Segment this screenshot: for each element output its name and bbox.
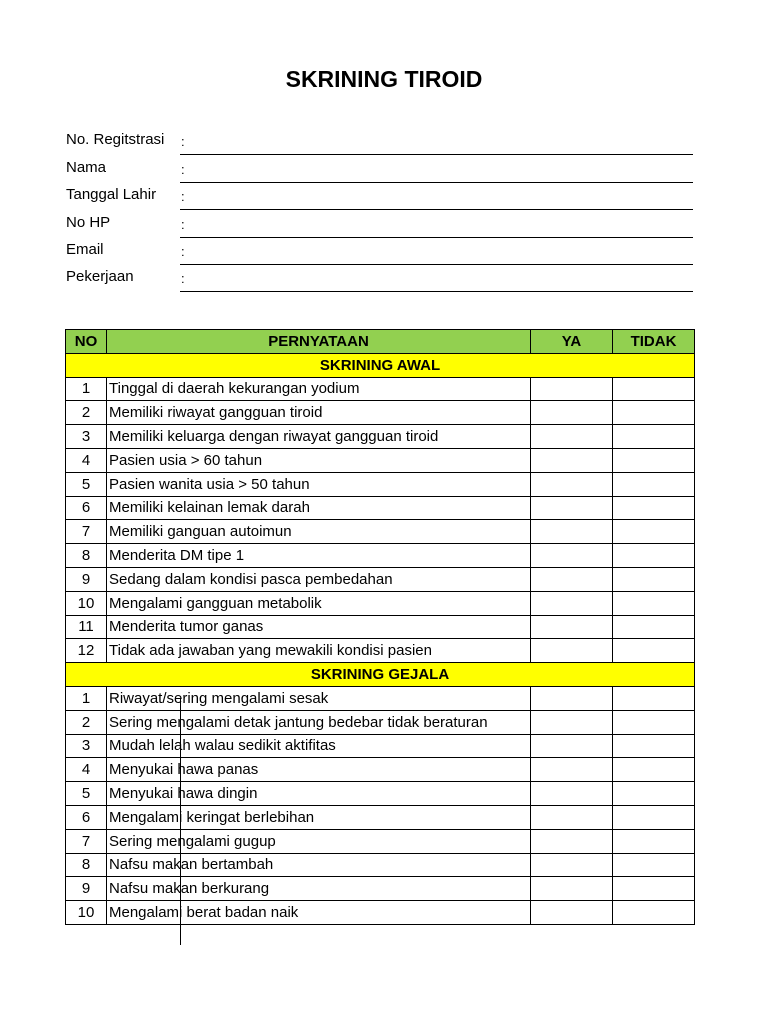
table-row [66, 877, 695, 901]
table-row [66, 686, 695, 710]
no-answer-cell[interactable] [613, 877, 695, 901]
yes-cell[interactable] [531, 734, 613, 758]
no-answer-cell[interactable] [613, 853, 695, 877]
table-row [66, 782, 695, 806]
yes-cell[interactable] [531, 829, 613, 853]
no-answer-cell[interactable] [613, 472, 695, 496]
section-title: SKRINING GEJALA [66, 663, 695, 687]
table-row [66, 401, 695, 425]
row-statement: Nafsu makan berkurang [107, 877, 531, 901]
header-yes: YA [531, 330, 613, 354]
yes-cell[interactable] [531, 401, 613, 425]
table-row [66, 758, 695, 782]
no-answer-cell[interactable] [613, 544, 695, 568]
form-row [66, 265, 693, 292]
page-title: SKRINING TIROID [285, 66, 483, 92]
form-row [66, 210, 693, 237]
table-header-row [66, 330, 695, 354]
row-number: 4 [66, 758, 107, 782]
form-label: Tanggal Lahir [66, 186, 157, 204]
yes-cell[interactable] [531, 520, 613, 544]
table-row [66, 591, 695, 615]
yes-cell[interactable] [531, 544, 613, 568]
form-row [66, 155, 693, 182]
yes-cell[interactable] [531, 805, 613, 829]
yes-cell[interactable] [531, 686, 613, 710]
row-number: 8 [66, 544, 107, 568]
no-answer-cell[interactable] [613, 758, 695, 782]
no-answer-cell[interactable] [613, 734, 695, 758]
table-row [66, 520, 695, 544]
no-answer-cell[interactable] [613, 591, 695, 615]
table-row [66, 377, 695, 401]
row-statement: Mengalami keringat berlebihan [107, 805, 531, 829]
table-row [66, 496, 695, 520]
yes-cell[interactable] [531, 448, 613, 472]
row-number: 4 [66, 448, 107, 472]
yes-cell[interactable] [531, 591, 613, 615]
form-colon: : [181, 189, 185, 205]
table-row [66, 567, 695, 591]
table-row [66, 472, 695, 496]
table-row [66, 639, 695, 663]
section-title: SKRINING AWAL [66, 353, 695, 377]
row-statement: Pasien wanita usia > 50 tahun [107, 472, 531, 496]
header-statement: PERNYATAAN [107, 330, 531, 354]
row-number: 2 [66, 710, 107, 734]
row-statement: Memiliki keluarga dengan riwayat gangguan tiroid [107, 425, 531, 449]
yes-cell[interactable] [531, 782, 613, 806]
form-colon: : [181, 161, 185, 177]
row-number: 9 [66, 567, 107, 591]
no-answer-cell[interactable] [613, 448, 695, 472]
yes-cell[interactable] [531, 425, 613, 449]
table-row [66, 544, 695, 568]
no-answer-cell[interactable] [613, 686, 695, 710]
yes-cell[interactable] [531, 758, 613, 782]
row-statement: Memiliki kelainan lemak darah [107, 496, 531, 520]
row-number: 9 [66, 877, 107, 901]
row-statement: Sering mengalami gugup [107, 829, 531, 853]
no-answer-cell[interactable] [613, 615, 695, 639]
yes-cell[interactable] [531, 377, 613, 401]
no-answer-cell[interactable] [613, 425, 695, 449]
screening-table [65, 329, 695, 925]
header-no-answer: TIDAK [613, 330, 695, 354]
yes-cell[interactable] [531, 567, 613, 591]
form-colon: : [181, 216, 185, 232]
row-statement: Memiliki riwayat gangguan tiroid [107, 401, 531, 425]
row-statement: Tidak ada jawaban yang mewakili kondisi pasien [107, 639, 531, 663]
row-number: 3 [66, 425, 107, 449]
table-row [66, 734, 695, 758]
no-answer-cell[interactable] [613, 829, 695, 853]
row-number: 5 [66, 472, 107, 496]
row-number: 7 [66, 829, 107, 853]
form-colon: : [181, 134, 185, 150]
form-label: Email [66, 240, 104, 258]
row-statement: Menderita DM tipe 1 [107, 544, 531, 568]
form-row [66, 183, 693, 210]
no-answer-cell[interactable] [613, 567, 695, 591]
row-statement: Sering mengalami detak jantung bedebar tidak beraturan [107, 710, 531, 734]
row-number: 6 [66, 805, 107, 829]
row-number: 6 [66, 496, 107, 520]
form-input-line[interactable] [180, 291, 693, 292]
row-statement: Menderita tumor ganas [107, 615, 531, 639]
row-statement: Tinggal di daerah kekurangan yodium [107, 377, 531, 401]
row-number: 2 [66, 401, 107, 425]
stray-gridline [180, 699, 181, 945]
row-number: 5 [66, 782, 107, 806]
table-row [66, 448, 695, 472]
no-answer-cell[interactable] [613, 639, 695, 663]
section-row [66, 353, 695, 377]
yes-cell[interactable] [531, 472, 613, 496]
table-row [66, 615, 695, 639]
form-label: Nama [66, 158, 107, 176]
table-row [66, 425, 695, 449]
no-answer-cell[interactable] [613, 520, 695, 544]
header-no: NO [66, 330, 107, 354]
yes-cell[interactable] [531, 496, 613, 520]
form-row [66, 238, 693, 265]
yes-cell[interactable] [531, 853, 613, 877]
row-number: 12 [66, 639, 107, 663]
no-answer-cell[interactable] [613, 377, 695, 401]
yes-cell[interactable] [531, 615, 613, 639]
form-row [66, 128, 693, 155]
yes-cell[interactable] [531, 901, 613, 925]
yes-cell[interactable] [531, 710, 613, 734]
row-number: 1 [66, 686, 107, 710]
yes-cell[interactable] [531, 639, 613, 663]
no-answer-cell[interactable] [613, 496, 695, 520]
row-statement: Mengalami gangguan metabolik [107, 591, 531, 615]
form-colon: : [181, 271, 185, 287]
row-statement: Mengalami berat badan naik [107, 901, 531, 925]
section-row [66, 663, 695, 687]
no-answer-cell[interactable] [613, 805, 695, 829]
row-number: 8 [66, 853, 107, 877]
table-row [66, 710, 695, 734]
table-row [66, 829, 695, 853]
form-label: Pekerjaan [66, 268, 134, 286]
table-row [66, 805, 695, 829]
row-statement: Pasien usia > 60 tahun [107, 448, 531, 472]
row-number: 11 [66, 615, 107, 639]
row-number: 3 [66, 734, 107, 758]
row-number: 10 [66, 591, 107, 615]
row-statement: Memiliki ganguan autoimun [107, 520, 531, 544]
row-statement: Menyukai hawa panas [107, 758, 531, 782]
form-label: No HP [66, 213, 111, 231]
no-answer-cell[interactable] [613, 401, 695, 425]
row-statement: Riwayat/sering mengalami sesak [107, 686, 531, 710]
form-colon: : [181, 243, 185, 259]
no-answer-cell[interactable] [613, 710, 695, 734]
form-label: No. Regitstrasi [66, 131, 165, 149]
row-statement: Menyukai hawa dingin [107, 782, 531, 806]
row-number: 10 [66, 901, 107, 925]
row-statement: Nafsu makan bertambah [107, 853, 531, 877]
patient-form [66, 128, 693, 292]
yes-cell[interactable] [531, 877, 613, 901]
no-answer-cell[interactable] [613, 901, 695, 925]
row-number: 1 [66, 377, 107, 401]
no-answer-cell[interactable] [613, 782, 695, 806]
table-row [66, 853, 695, 877]
row-statement: Sedang dalam kondisi pasca pembedahan [107, 567, 531, 591]
table-row [66, 901, 695, 925]
row-number: 7 [66, 520, 107, 544]
row-statement: Mudah lelah walau sedikit aktifitas [107, 734, 531, 758]
